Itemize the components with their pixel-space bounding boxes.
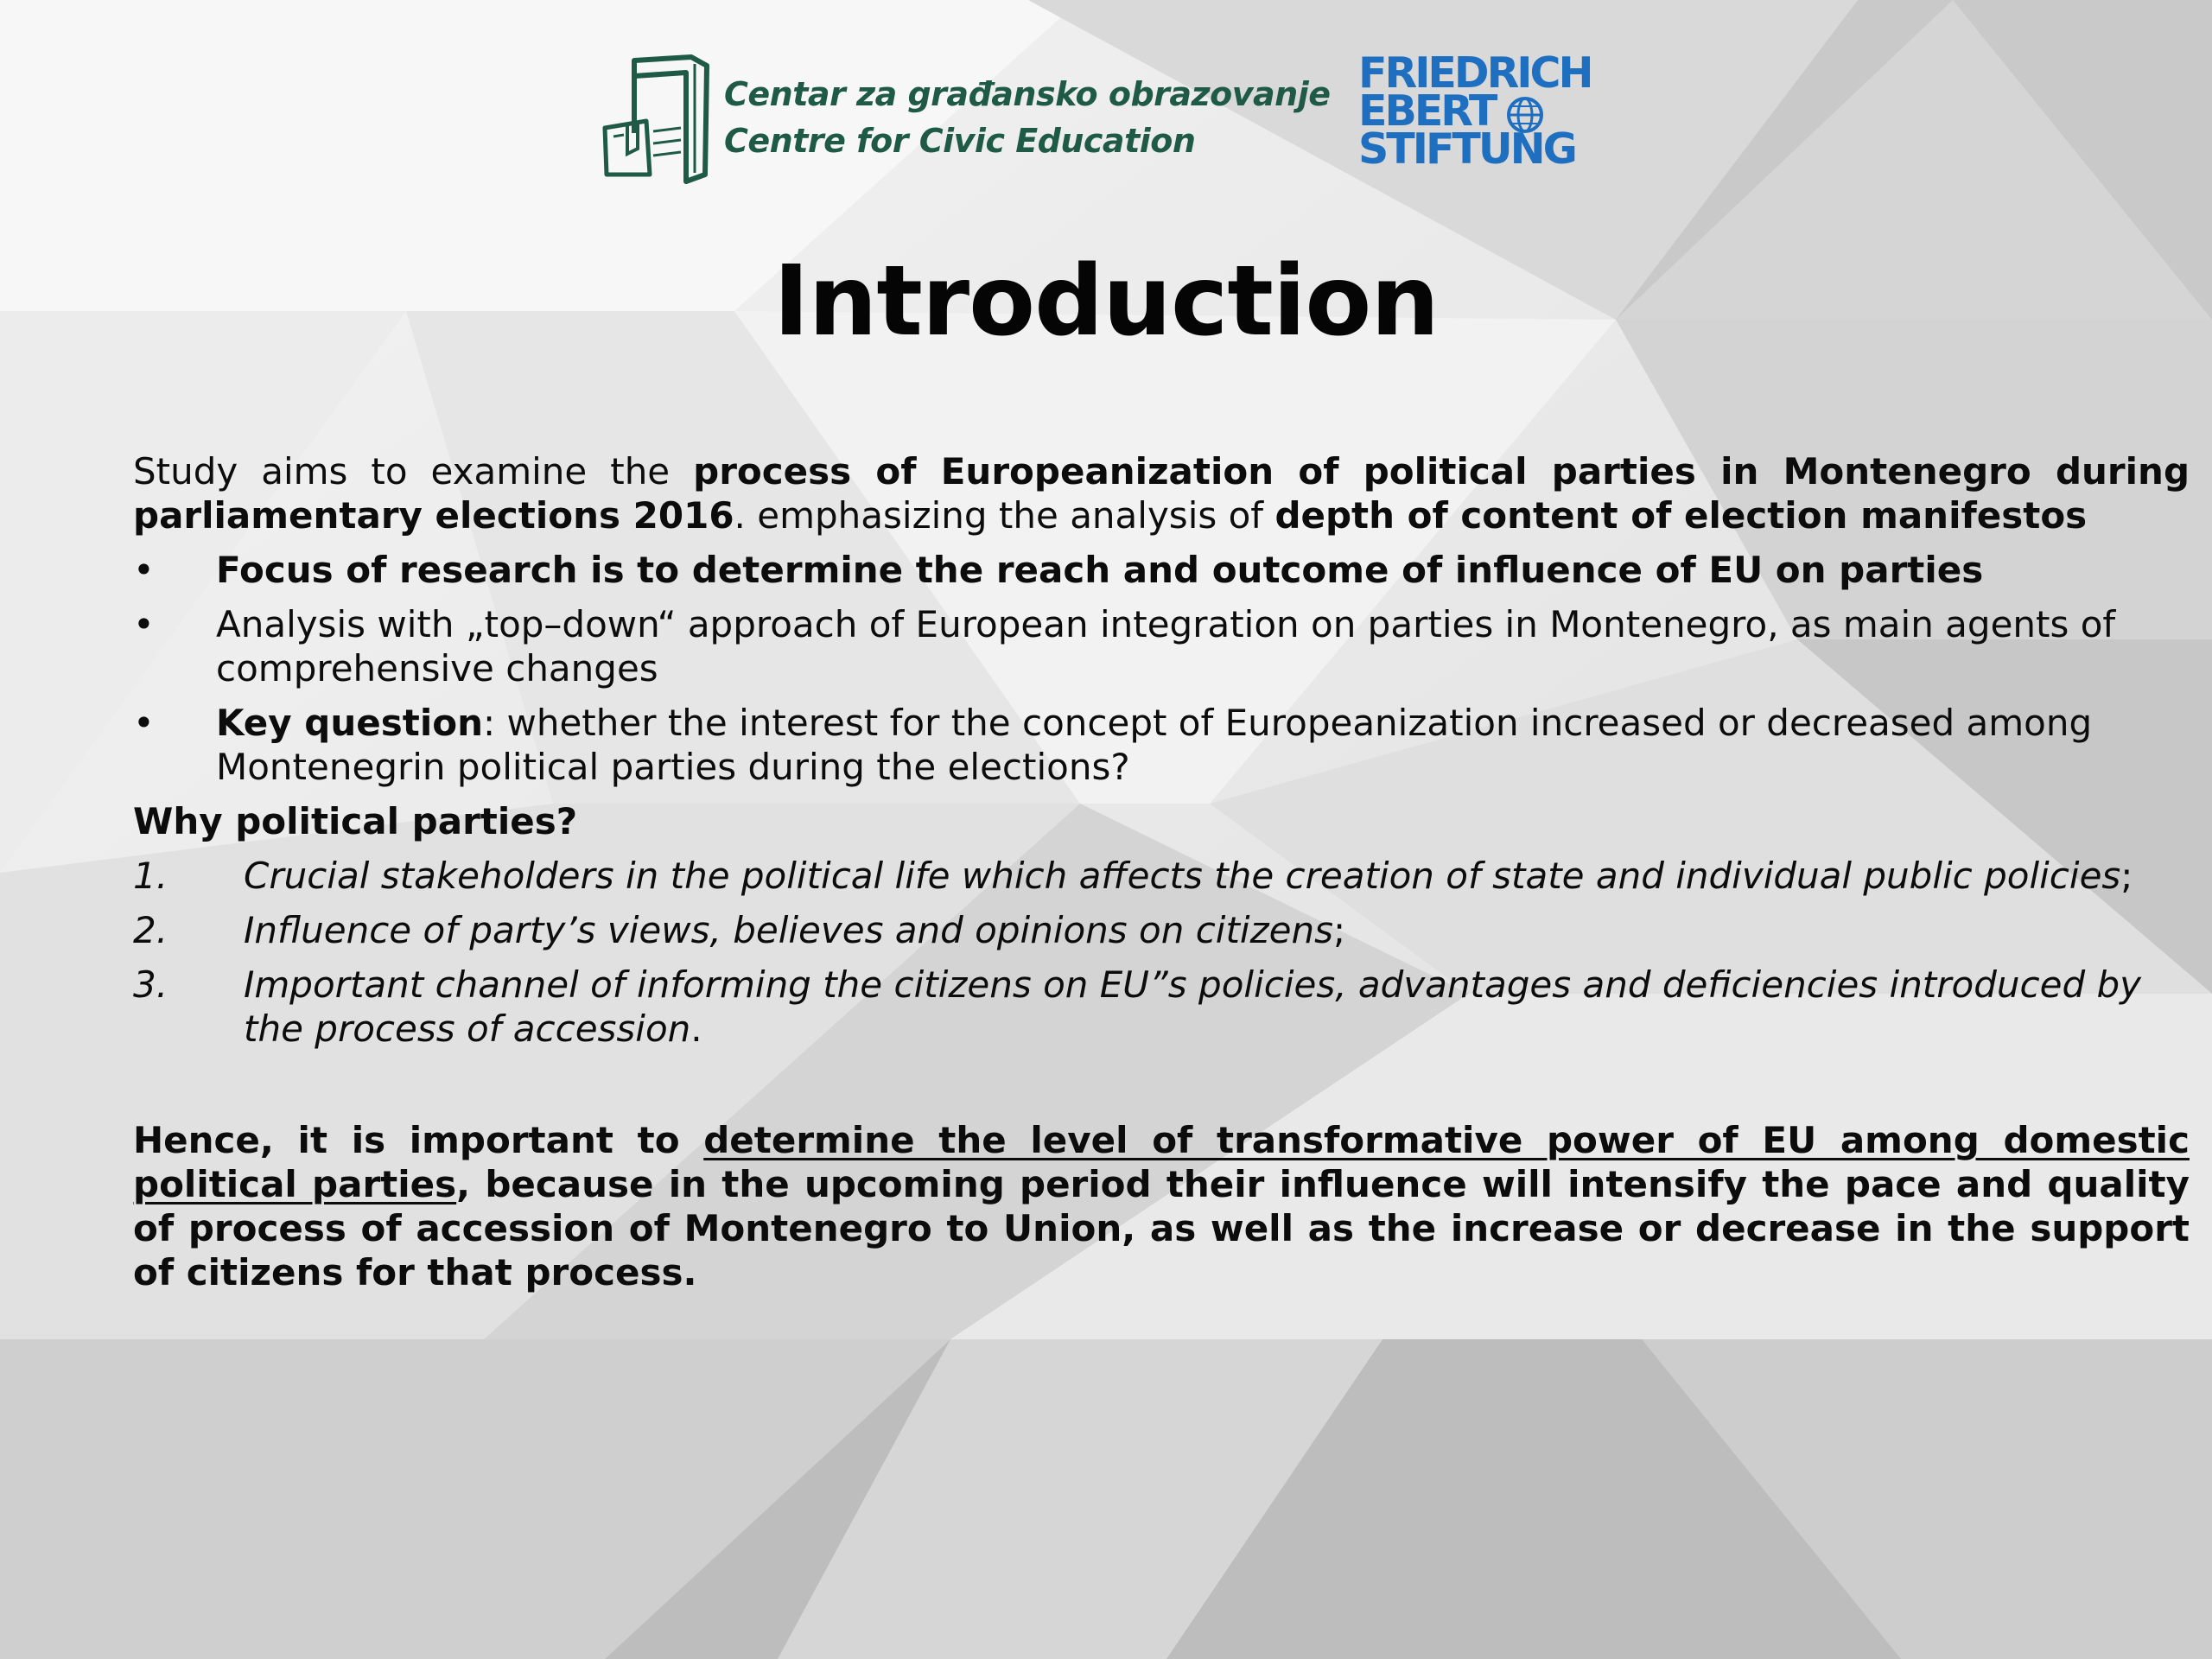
bullet-item-key-question: [133, 701, 2190, 789]
item-number: 1.: [133, 855, 168, 897]
item-punct: ;: [1332, 909, 1346, 951]
bullet-text: : whether the interest for the concept of Europeanization increased or decreased among Montenegrin political parties during the elections?: [216, 702, 2093, 788]
bullet-item-analysis: [133, 602, 2190, 690]
conclusion-text-2: , because in the upcoming period their influence will intensify the pace and quality of process of accession of Montenegro to Union, as well as the increase or decrease in the support of citizens for that process.: [133, 1163, 2190, 1294]
numbered-item-2: [133, 908, 2190, 952]
conclusion-underlined: determine the level of transformative power of EU among domestic political parties: [133, 1119, 2190, 1205]
bullet-item-focus: [133, 548, 2190, 592]
item-number: 2.: [133, 909, 168, 951]
item-number: 3.: [133, 963, 168, 1006]
fes-line-2: EBERT: [1358, 86, 1496, 136]
item-punct: ;: [2120, 855, 2133, 897]
item-punct: .: [690, 1007, 702, 1050]
item-text: Important channel of informing the citizens on EU”s policies, advantages and deficiencies introduced by the process of accession: [244, 963, 2141, 1050]
item-text: Crucial stakeholders in the political life which affects the creation of state and individual public policies: [244, 855, 2121, 897]
cgo-name-english: Centre for Civic Education: [724, 122, 1196, 160]
slide-body: [133, 449, 2190, 1294]
bullet-marker: •: [133, 603, 155, 645]
cgo-name: [724, 71, 1331, 164]
conclusion-text-1: Hence, it is important to: [133, 1119, 704, 1161]
bullet-marker: •: [133, 549, 155, 591]
intro-bold-1: process of Europeanization of political parties in Montenegro during parliamentary elections 2016: [133, 450, 2190, 537]
conclusion-paragraph: [133, 1118, 2190, 1294]
intro-bold-2: depth of content of election manifestos: [1274, 494, 2088, 537]
intro-text-2: . emphasizing the analysis of: [734, 494, 1275, 537]
cgo-name-local: Centar za građansko obrazovanje: [724, 75, 1331, 113]
intro-text-1: Study aims to examine the: [133, 450, 694, 493]
numbered-item-3: [133, 963, 2190, 1051]
fes-logo: [1358, 48, 1618, 181]
bullet-bold-label: Key question: [216, 702, 483, 744]
bullet-text: Focus of research is to determine the reach and outcome of influence of EU on parties: [216, 549, 1984, 591]
why-heading: Why political parties?: [133, 800, 578, 842]
globe-icon: [1505, 95, 1545, 135]
bullet-text: Analysis with „top–down“ approach of European integration on parties in Montenegro, as main agents of comprehensive changes: [216, 603, 2116, 690]
numbered-item-1: [133, 854, 2190, 898]
bullet-marker: •: [133, 702, 155, 744]
item-text: Influence of party’s views, believes and opinions on citizens: [244, 909, 1333, 951]
fes-line-1: FRIEDRICH: [1358, 48, 1592, 98]
open-book-icon: [601, 54, 712, 185]
cgo-logo: [601, 52, 1331, 190]
slide-title: Introduction: [772, 245, 1440, 358]
intro-paragraph: [133, 449, 2190, 537]
fes-line-3: STIFTUNG: [1358, 124, 1575, 174]
